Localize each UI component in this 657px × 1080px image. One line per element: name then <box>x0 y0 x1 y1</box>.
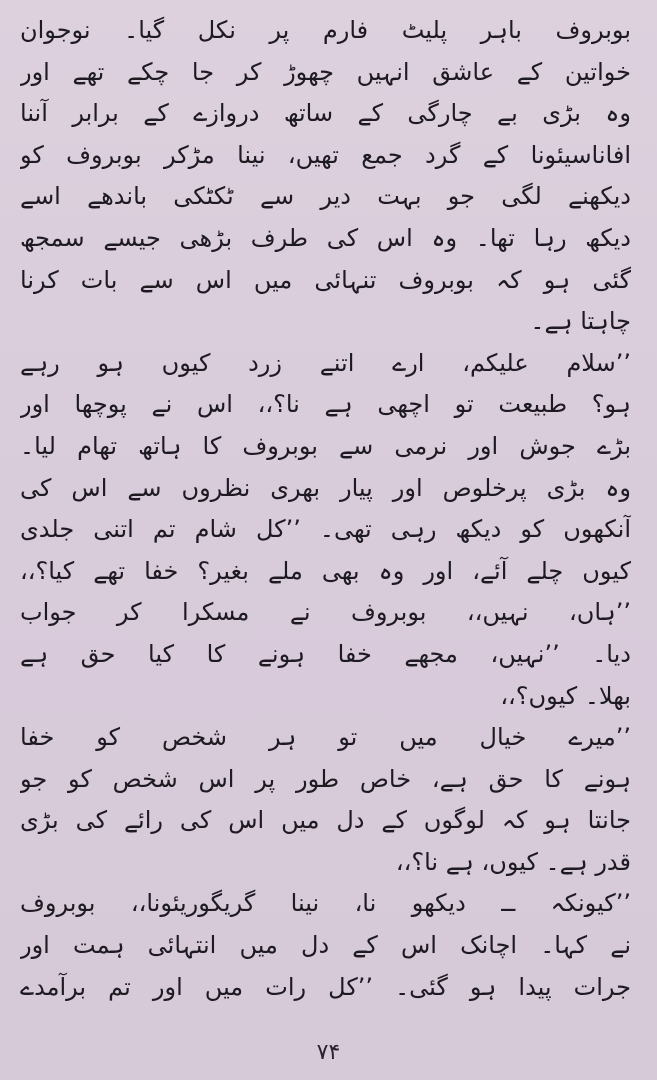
text-line: کیوں چلے آئے، اور وہ بھی ملے بغیر؟ خفا تھے کیا؟،، <box>20 556 631 585</box>
text-line: وہ بڑی پرخلوص اور پیار بھری نظروں سے اس کی <box>20 473 631 502</box>
text-line: وہ بڑی بے چارگی کے ساتھ دروازے کے برابر آننا <box>20 99 631 128</box>
text-line: ’’کیونکہ ــ دیکھو نا، نینا گریگوریئونا،، بوبروف <box>20 889 631 918</box>
text-line: بوبروف باہر پلیٹ فارم پر نکل گیا۔ نوجوان <box>20 16 631 44</box>
text-line: ’’میرے خیال میں تو ہر شخص کو خفا <box>20 723 631 752</box>
text-line: چاہتا ہے۔ <box>530 307 631 336</box>
text-line: ہو؟ طبیعت تو اچھی ہے نا؟،، اس نے پوچھا اور <box>20 390 631 419</box>
text-line: دیکھ رہا تھا۔ وہ اس کی طرف بڑھی جیسے سمجھ <box>20 223 631 252</box>
text-line: ’’سلام علیکم، ارے اتنے زرد کیوں ہو رہے <box>20 348 631 377</box>
text-line: دیکھنے لگی جو بہت دیر سے ٹکٹکی باندھے اسے <box>20 182 631 211</box>
text-line: بڑے جوش اور نرمی سے بوبروف کا ہاتھ تھام لیا۔ <box>20 431 631 460</box>
text-line: جرات پیدا ہو گئی۔ ’’کل رات میں اور تم برآمدے <box>20 972 631 1001</box>
text-line: افاناسیئونا کے گرد جمع تھیں، نینا مڑکر بوبروف کو <box>20 140 631 169</box>
text-line: ہونے کا حق ہے، خاص طور پر اس شخص کو جو <box>20 764 631 793</box>
text-line: بھلا۔ کیوں؟،، <box>500 681 631 710</box>
body-text <box>20 10 631 1008</box>
text-line: نے کہا۔ اچانک اس کے دل میں انتہائی ہمت اور <box>20 931 631 960</box>
text-line: گئی ہو کہ بوبروف تنہائی میں اس سے بات کرنا <box>20 265 631 294</box>
text-line: دیا۔ ’’نہیں، مجھے خفا ہونے کا کیا حق ہے <box>20 639 631 668</box>
text-line: آنکھوں کو دیکھ رہی تھی۔ ’’کل شام تم اتنی جلدی <box>20 515 631 544</box>
text-line: خواتین کے عاشق انہیں چھوڑ کر جا چکے تھے اور <box>20 57 631 86</box>
text-line: قدر ہے۔ کیوں، ہے نا؟،، <box>395 847 631 876</box>
page-number: ۷۴ <box>316 1040 341 1065</box>
text-line: ’’ہاں، نہیں،، بوبروف نے مسکرا کر جواب <box>20 598 631 627</box>
text-line: جانتا ہو کہ لوگوں کے دل میں اس کی رائے کی بڑی <box>20 806 631 835</box>
